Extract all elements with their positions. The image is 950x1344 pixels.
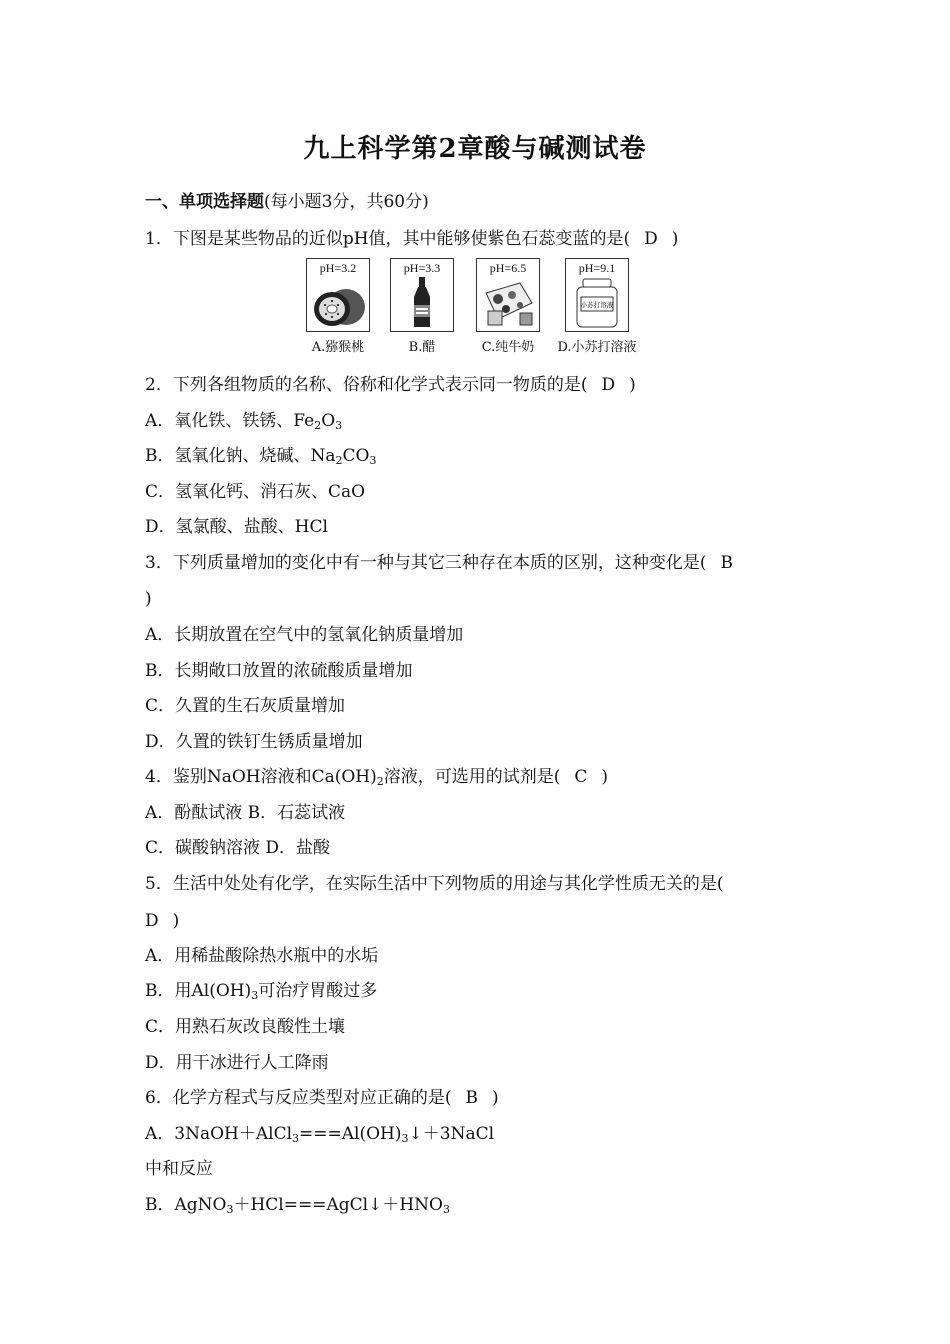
question-4-options-ab: A．酚酞试液 B．石蕊试液 <box>145 803 346 823</box>
subscript: 2 <box>376 775 384 788</box>
ph-label: pH=9.1 <box>578 261 616 275</box>
question-4-close: ) <box>601 767 609 787</box>
jar-icon <box>569 275 625 329</box>
option-text: A．氧化铁、铁锈、Fe <box>145 411 315 431</box>
question-3-answer: B <box>720 553 733 573</box>
ph-figure <box>306 258 646 358</box>
question-5-stem: 5．生活中处处有化学，在实际生活中下列物质的用途与其化学性质无关的是( <box>145 874 724 894</box>
question-2-option-b <box>145 445 376 467</box>
figure-item-vinegar <box>390 258 454 355</box>
ph-label: pH=3.3 <box>403 261 441 275</box>
question-2-option-a <box>145 410 342 432</box>
subscript: 2 <box>335 454 343 467</box>
question-2-answer: D <box>601 375 616 395</box>
subscript: 3 <box>335 419 343 432</box>
question-6-option-a-type: 中和反应 <box>145 1159 213 1179</box>
question-2-text: 2．下列各组物质的名称、俗称和化学式表示同一物质的是( <box>145 375 588 395</box>
figure-caption: A.猕猴桃 <box>311 340 365 355</box>
vinegar-bottle-icon <box>394 275 450 329</box>
question-4-answer: C <box>574 767 588 787</box>
option-text: B．用Al(OH) <box>145 981 252 1001</box>
subscript: 3 <box>292 1132 300 1145</box>
figure-caption: D.小苏打溶液 <box>557 340 637 355</box>
question-1-answer: D <box>644 229 658 249</box>
section-heading-text: 一、单项选择题 <box>145 192 264 212</box>
option-text: O <box>321 411 336 431</box>
subscript: 3 <box>401 1132 409 1145</box>
question-5-option-a: A．用稀盐酸除热水瓶中的水垢 <box>145 946 379 966</box>
option-text: ＋HCl===AgCl↓＋HNO <box>233 1195 443 1215</box>
question-5-option-d: D．用干冰进行人工降雨 <box>145 1053 329 1073</box>
figure-box <box>306 258 370 332</box>
question-1-stem <box>145 228 678 250</box>
question-1-text: 1．下图是某些物品的近似pH值，其中能够使紫色石蕊变蓝的是( <box>145 229 631 249</box>
ph-label: pH=3.2 <box>319 261 357 275</box>
jar-label: 小苏打溶液 <box>580 301 614 309</box>
question-5-answer: D <box>145 911 159 931</box>
page-title: 九上科学第2章酸与碱测试卷 <box>303 134 647 164</box>
option-text: ↓＋3NaCl <box>408 1124 495 1144</box>
question-6-answer: B <box>465 1088 478 1108</box>
figure-caption: C.纯牛奶 <box>481 340 535 355</box>
question-3-option-c: C．久置的生石灰质量增加 <box>145 696 346 716</box>
option-text: ===Al(OH) <box>299 1124 402 1144</box>
figure-item-baking-soda <box>557 258 637 355</box>
option-text: B．AgNO <box>145 1195 227 1215</box>
question-3-stem <box>145 552 747 574</box>
figure-item-kiwi <box>306 258 370 355</box>
kiwi-icon <box>310 275 366 329</box>
subscript: 3 <box>226 1203 234 1216</box>
question-3-option-b: B．长期敞口放置的浓硫酸质量增加 <box>145 661 413 681</box>
subscript: 3 <box>369 454 377 467</box>
question-5-answer-line <box>145 910 179 932</box>
option-text: B．氢氧化钠、烧碱、Na <box>145 446 336 466</box>
question-6-close: ) <box>491 1088 499 1108</box>
question-4-stem <box>145 766 608 788</box>
question-2-stem <box>145 374 636 396</box>
milk-icon <box>480 275 536 329</box>
subscript: 2 <box>314 419 322 432</box>
question-2-option-d: D．氢氯酸、盐酸、HCl <box>145 517 328 537</box>
question-1-close: ) <box>671 229 679 249</box>
question-3-text: 3．下列质量增加的变化中有一种与其它三种存在本质的区别，这种变化是( <box>145 553 707 573</box>
question-5-close: ) <box>172 911 180 931</box>
question-2-option-c: C．氢氧化钙、消石灰、CaO <box>145 482 366 502</box>
question-5-option-c: C．用熟石灰改良酸性土壤 <box>145 1017 346 1037</box>
question-4-text: 4．鉴别NaOH溶液和Ca(OH) <box>145 767 377 787</box>
question-4-text: 溶液，可选用的试剂是( <box>383 767 561 787</box>
question-6-text: 6．化学方程式与反应类型对应正确的是( <box>145 1088 452 1108</box>
question-3-option-a: A．长期放置在空气中的氢氧化钠质量增加 <box>145 625 464 645</box>
question-6-option-b <box>145 1194 450 1216</box>
question-6-option-a <box>145 1123 494 1145</box>
option-text: CO <box>342 446 370 466</box>
question-3-close: ) <box>145 589 152 609</box>
question-3-option-d: D．久置的铁钉生锈质量增加 <box>145 732 363 752</box>
figure-caption: B.醋 <box>408 340 436 355</box>
ph-label: pH=6.5 <box>489 261 527 275</box>
figure-box <box>390 258 454 332</box>
subscript: 3 <box>251 989 259 1002</box>
section-note: (每小题3分，共60分) <box>264 192 429 212</box>
question-6-stem <box>145 1087 499 1109</box>
subscript: 3 <box>442 1203 450 1216</box>
option-text: A．3NaOH＋AlCl <box>145 1124 293 1144</box>
question-4-options-cd: C．碳酸钠溶液 D．盐酸 <box>145 838 331 858</box>
figure-box <box>565 258 629 332</box>
question-2-close: ) <box>629 375 636 395</box>
figure-item-milk <box>476 258 540 355</box>
question-5-option-b <box>145 980 377 1002</box>
figure-box <box>476 258 540 332</box>
option-text: 可治疗胃酸过多 <box>258 981 378 1001</box>
section-heading <box>145 191 429 213</box>
